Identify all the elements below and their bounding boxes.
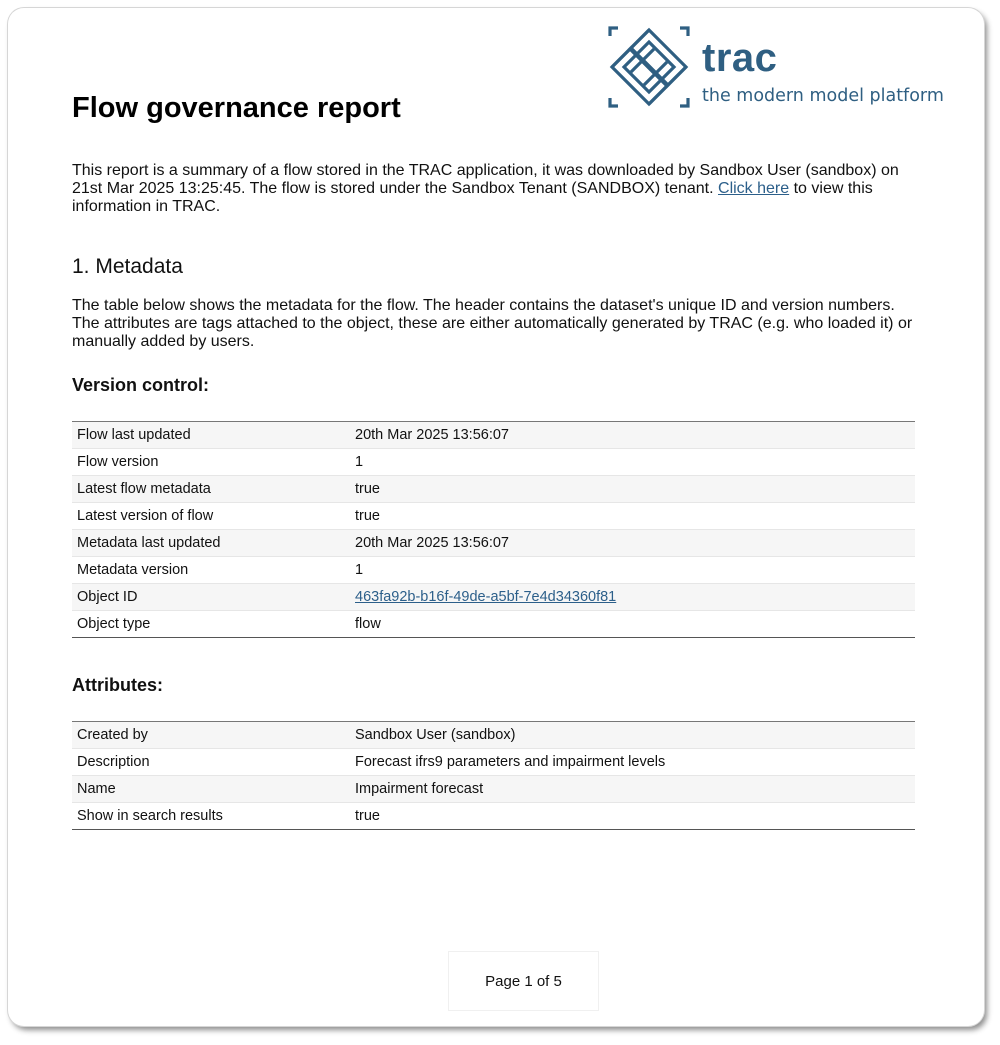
table-row [72,530,915,557]
row-key: Description [72,749,350,776]
report-intro [72,162,917,216]
table-row [72,776,915,803]
row-key: Object type [72,611,350,638]
attributes-heading: Attributes: [72,675,163,695]
table-row [72,422,915,449]
row-value: Sandbox User (sandbox) [350,722,915,749]
row-value: true [350,803,915,830]
table-row [72,449,915,476]
table-row [72,611,915,638]
version-control-heading: Version control: [72,375,210,395]
trac-logo-wordmark: trac [702,36,778,80]
section-heading-metadata: 1. Metadata [72,255,183,278]
intro-text-end: to view this information in TRAC. [72,180,873,215]
table-row [72,476,915,503]
table-row [72,557,915,584]
row-value: 20th Mar 2025 13:56:07 [350,422,915,449]
trac-logo-icon [608,26,690,108]
intro-text: This report is a summary of a flow stored in the TRAC application, it was downloaded by Sandbox User (sandbox) on 21st Mar 2025 13:25:45. The flow is stored under the Sandbox Tenant (SANDBOX) tenant. [72,162,899,197]
row-value: true [350,476,915,503]
row-value: 20th Mar 2025 13:56:07 [350,530,915,557]
row-value: 1 [350,449,915,476]
view-in-trac-link[interactable]: Click here [718,180,790,197]
row-key: Show in search results [72,803,350,830]
table-row [72,584,915,611]
attributes-table [72,721,915,830]
trac-logo [608,22,944,112]
row-key: Latest version of flow [72,503,350,530]
page-number-box [448,951,599,1011]
metadata-description: The table below shows the metadata for the flow. The header contains the dataset's unique ID and version numbers. The attributes are tags attached to the object, these are either automatically generated by TRAC (e.g. who loaded it) or manually added by users. [72,297,913,350]
row-value: 1 [350,557,915,584]
object-id-link[interactable]: 463fa92b-b16f-49de-a5bf-7e4d34360f81 [355,589,617,605]
row-value: flow [350,611,915,638]
row-value [350,584,915,611]
table-row [72,722,915,749]
row-key: Object ID [72,584,350,611]
report-page [8,8,984,1026]
row-key: Created by [72,722,350,749]
row-key: Latest flow metadata [72,476,350,503]
row-key: Flow last updated [72,422,350,449]
row-key: Metadata version [72,557,350,584]
table-row [72,749,915,776]
table-row [72,503,915,530]
row-key: Name [72,776,350,803]
row-value: true [350,503,915,530]
row-key: Metadata last updated [72,530,350,557]
table-row [72,803,915,830]
row-key: Flow version [72,449,350,476]
version-control-table [72,421,915,638]
row-value: Impairment forecast [350,776,915,803]
row-value: Forecast ifrs9 parameters and impairment levels [350,749,915,776]
report-title: Flow governance report [72,92,401,124]
trac-logo-tagline: the modern model platform [702,86,944,106]
page-number: Page 1 of 5 [485,972,562,990]
